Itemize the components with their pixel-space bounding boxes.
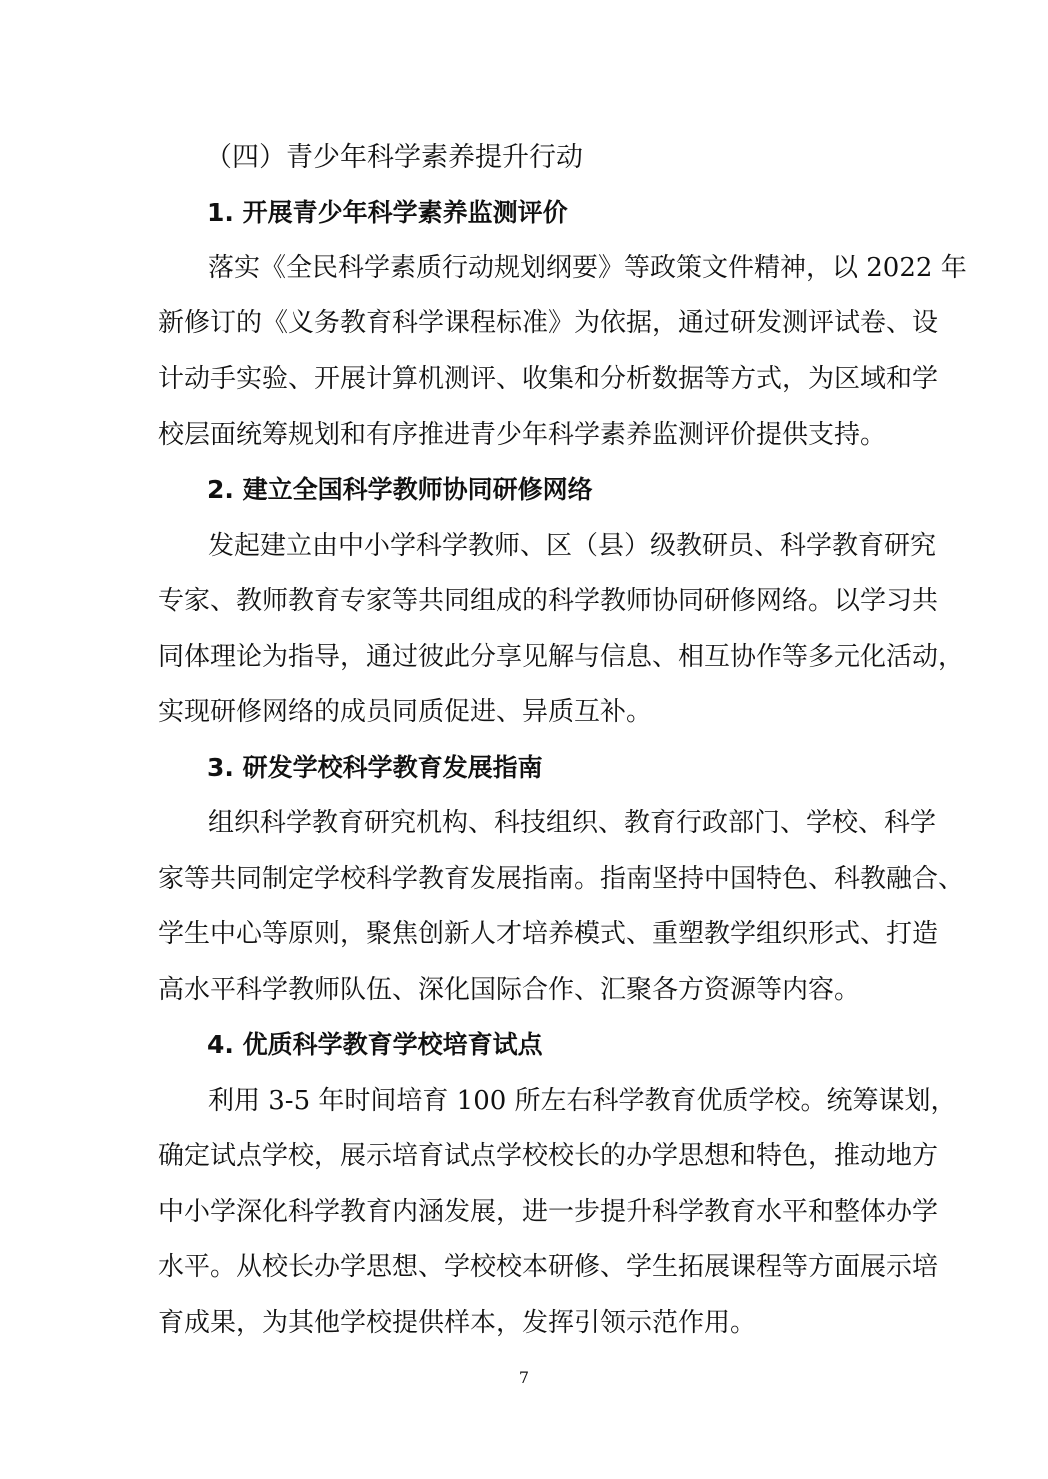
item-2-line-4: 实现研修网络的成员同质促进、异质互补。 xyxy=(158,697,653,727)
item-4-line-2: 确定试点学校，展示培育试点学校校长的办学思想和特色，推动地方 xyxy=(158,1141,939,1171)
item-2-line-2: 专家、教师教育专家等共同组成的科学教师协同研修网络。以学习共 xyxy=(158,586,939,616)
item-2-heading: 2. 建立全国科学教师协同研修网络 xyxy=(207,475,593,504)
item-4-line-1: 利用 3-5 年时间培育 100 所左右科学教育优质学校。统筹谋划， xyxy=(208,1086,957,1116)
item-2-line-1: 发起建立由中小学科学教师、区（县）级教研员、科学教育研究 xyxy=(208,531,937,561)
item-4-line-4: 水平。从校长办学思想、学校校本研修、学生拓展课程等方面展示培 xyxy=(158,1252,939,1282)
item-1-heading: 1. 开展青少年科学素养监测评价 xyxy=(207,198,568,227)
item-4-line-5: 育成果，为其他学校提供样本，发挥引领示范作用。 xyxy=(158,1308,757,1338)
item-1-line-3: 计动手实验、开展计算机测评、收集和分析数据等方式，为区域和学 xyxy=(158,364,939,394)
item-1-line-1: 落实《全民科学素质行动规划纲要》等政策文件精神，以 2022 年 xyxy=(208,253,967,283)
item-3-line-2: 家等共同制定学校科学教育发展指南。指南坚持中国特色、科教融合、 xyxy=(158,864,965,894)
item-4-heading: 4. 优质科学教育学校培育试点 xyxy=(207,1030,543,1059)
item-3-heading: 3. 研发学校科学教育发展指南 xyxy=(207,753,543,782)
item-2-line-3: 同体理论为指导，通过彼此分享见解与信息、相互协作等多元化活动， xyxy=(158,642,965,672)
item-1-line-4: 校层面统筹规划和有序推进青少年科学素养监测评价提供支持。 xyxy=(158,420,887,450)
item-3-line-4: 高水平科学教师队伍、深化国际合作、汇聚各方资源等内容。 xyxy=(158,975,861,1005)
page-number: 7 xyxy=(518,1368,530,1387)
item-4-line-3: 中小学深化科学教育内涵发展，进一步提升科学教育水平和整体办学 xyxy=(158,1197,939,1227)
item-3-line-1: 组织科学教育研究机构、科技组织、教育行政部门、学校、科学 xyxy=(208,808,937,838)
item-1-line-2: 新修订的《义务教育科学课程标准》为依据，通过研发测评试卷、设 xyxy=(158,308,939,338)
item-3-line-3: 学生中心等原则，聚焦创新人才培养模式、重塑教学组织形式、打造 xyxy=(158,919,939,949)
section-title: （四）青少年科学素养提升行动 xyxy=(205,142,583,173)
